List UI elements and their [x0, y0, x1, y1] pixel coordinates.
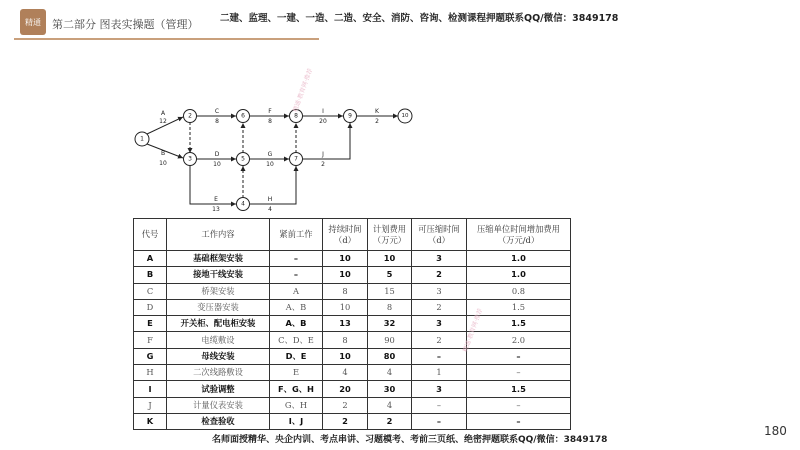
col-header-cost: 计划费用 （万元）	[368, 219, 412, 251]
cell-code: I	[134, 381, 167, 397]
activity-name-D: D	[214, 151, 220, 158]
table-row	[134, 251, 571, 267]
cell-duration: 2	[323, 413, 368, 429]
cell-compress: 2	[412, 299, 467, 315]
cell-code: E	[134, 316, 167, 332]
activity-name-G: G	[267, 151, 273, 158]
activity-dur-F: 8	[268, 118, 272, 125]
cell-cost: 80	[368, 348, 412, 364]
cell-predecessor: C、D、E	[270, 332, 323, 348]
cell-compress: 1	[412, 365, 467, 381]
cell-duration: 4	[323, 365, 368, 381]
cell-cost: 32	[368, 316, 412, 332]
activity-dur-K: 2	[375, 118, 379, 125]
cell-compress: 3	[412, 381, 467, 397]
bottom-contact-banner: 名师面授精华、央企内训、考点串讲、习题模考、考前三页纸、绝密押题联系QQ/微信：3849178	[212, 435, 608, 445]
cell-compress: –	[412, 348, 467, 364]
cell-cost: 90	[368, 332, 412, 348]
cell-code: A	[134, 251, 167, 267]
activity-dur-I: 20	[319, 118, 327, 125]
cell-unit-cost: –	[467, 348, 571, 364]
watermark: 精通·教育网·推荐	[461, 307, 485, 354]
cell-cost: 4	[368, 365, 412, 381]
cell-unit-cost: –	[467, 365, 571, 381]
table-row	[134, 267, 571, 283]
cell-compress: 2	[412, 332, 467, 348]
cell-cost: 2	[368, 413, 412, 429]
cell-compress: 3	[412, 283, 467, 299]
cell-code: D	[134, 299, 167, 315]
col-header-content: 工作内容	[167, 219, 270, 251]
cell-unit-cost: –	[467, 413, 571, 429]
cell-predecessor: G、H	[270, 397, 323, 413]
cell-cost: 15	[368, 283, 412, 299]
cell-content: 桥架安装	[167, 283, 270, 299]
cell-code: C	[134, 283, 167, 299]
cell-content: 二次线路敷设	[167, 365, 270, 381]
table-row	[134, 381, 571, 397]
cell-predecessor: A、B	[270, 316, 323, 332]
activity-table	[133, 218, 571, 430]
activity-name-A: A	[160, 110, 166, 117]
cell-code: H	[134, 365, 167, 381]
node-label-1: 1	[140, 135, 144, 143]
activity-dur-A: 12	[159, 118, 167, 125]
cell-content: 开关柜、配电柜安装	[167, 316, 270, 332]
arrow-H	[250, 166, 296, 204]
cell-predecessor: F、G、H	[270, 381, 323, 397]
cell-content: 接地干线安装	[167, 267, 270, 283]
brand-logo: 精通	[20, 9, 46, 35]
cell-predecessor: –	[270, 267, 323, 283]
col-header-duration: 持续时间 （d）	[323, 219, 368, 251]
cell-duration: 20	[323, 381, 368, 397]
cell-predecessor: A、B	[270, 299, 323, 315]
section-title: 第二部分 图表实操题（管理）	[52, 18, 199, 31]
cell-unit-cost: 1.0	[467, 251, 571, 267]
node-label-9: 9	[348, 112, 352, 120]
activity-name-E: E	[214, 196, 218, 203]
cell-cost: 10	[368, 251, 412, 267]
table-row	[134, 348, 571, 364]
header-divider	[14, 38, 319, 40]
activity-dur-C: 8	[215, 118, 219, 125]
cell-code: G	[134, 348, 167, 364]
cell-unit-cost: 0.8	[467, 283, 571, 299]
cell-code: J	[134, 397, 167, 413]
activity-dur-J: 2	[321, 161, 325, 168]
cell-content: 电缆敷设	[167, 332, 270, 348]
col-header-compress: 可压缩时间 （d）	[412, 219, 467, 251]
cell-predecessor: A	[270, 283, 323, 299]
node-label-5: 5	[241, 155, 245, 163]
cell-unit-cost: –	[467, 397, 571, 413]
activity-name-F: F	[268, 108, 272, 115]
col-header-code: 代号	[134, 219, 167, 251]
node-label-10: 10	[401, 113, 409, 119]
table-row	[134, 332, 571, 348]
col-header-unit-cost: 压缩单位时间增加费用 （万元/d）	[467, 219, 571, 251]
top-contact-banner: 二建、监理、一建、一造、二造、安全、消防、咨询、检测课程押题联系QQ/微信：3849178	[220, 13, 619, 24]
cell-duration: 10	[323, 267, 368, 283]
table-row	[134, 365, 571, 381]
activity-dur-B: 10	[159, 160, 167, 167]
activity-name-C: C	[214, 108, 220, 115]
cell-cost: 8	[368, 299, 412, 315]
arrow-J	[303, 123, 350, 159]
table-row	[134, 413, 571, 429]
cell-content: 母线安装	[167, 348, 270, 364]
table-row	[134, 299, 571, 315]
page-number: 180	[764, 424, 787, 438]
cell-unit-cost: 1.5	[467, 381, 571, 397]
watermark: 精通·教育网·推荐	[291, 67, 315, 114]
node-label-2: 2	[188, 112, 192, 120]
cell-predecessor: E	[270, 365, 323, 381]
cell-cost: 30	[368, 381, 412, 397]
cell-duration: 8	[323, 332, 368, 348]
cell-compress: 3	[412, 251, 467, 267]
cell-duration: 10	[323, 251, 368, 267]
activity-dur-G: 10	[266, 161, 274, 168]
node-label-7: 7	[294, 155, 298, 163]
cell-content: 变压器安装	[167, 299, 270, 315]
activity-name-I: I	[322, 108, 324, 115]
node-label-3: 3	[188, 155, 192, 163]
cell-duration: 13	[323, 316, 368, 332]
arrow-E	[190, 165, 236, 204]
cell-code: K	[134, 413, 167, 429]
col-header-predecessor: 紧前工作	[270, 219, 323, 251]
cell-predecessor: I、J	[270, 413, 323, 429]
cell-compress: 2	[412, 267, 467, 283]
cell-unit-cost: 1.0	[467, 267, 571, 283]
activity-dur-D: 10	[213, 161, 221, 168]
cell-cost: 5	[368, 267, 412, 283]
table-header-row	[134, 219, 571, 251]
table-row	[134, 283, 571, 299]
cell-unit-cost: 1.5	[467, 316, 571, 332]
cell-content: 基础框架安装	[167, 251, 270, 267]
table-row	[134, 316, 571, 332]
cell-duration: 8	[323, 283, 368, 299]
cell-code: F	[134, 332, 167, 348]
cell-cost: 4	[368, 397, 412, 413]
activity-name-B: B	[160, 150, 166, 157]
cell-unit-cost: 1.5	[467, 299, 571, 315]
cell-predecessor: D、E	[270, 348, 323, 364]
activity-name-H: H	[267, 196, 273, 203]
cell-content: 试验调整	[167, 381, 270, 397]
activity-name-J: J	[322, 151, 324, 158]
cell-unit-cost: 2.0	[467, 332, 571, 348]
cell-duration: 2	[323, 397, 368, 413]
cell-compress: –	[412, 397, 467, 413]
table-row	[134, 397, 571, 413]
cell-compress: 3	[412, 316, 467, 332]
cell-duration: 10	[323, 299, 368, 315]
node-label-8: 8	[294, 112, 298, 120]
activity-dur-H: 4	[268, 206, 272, 213]
cell-predecessor: –	[270, 251, 323, 267]
cell-duration: 10	[323, 348, 368, 364]
cell-compress: –	[412, 413, 467, 429]
network-diagram	[130, 100, 420, 218]
cell-code: B	[134, 267, 167, 283]
node-label-6: 6	[241, 112, 245, 120]
node-label-4: 4	[241, 200, 245, 208]
cell-content: 检查验收	[167, 413, 270, 429]
activity-name-K: K	[375, 108, 379, 115]
activity-dur-E: 13	[212, 206, 220, 213]
cell-content: 计量仪表安装	[167, 397, 270, 413]
